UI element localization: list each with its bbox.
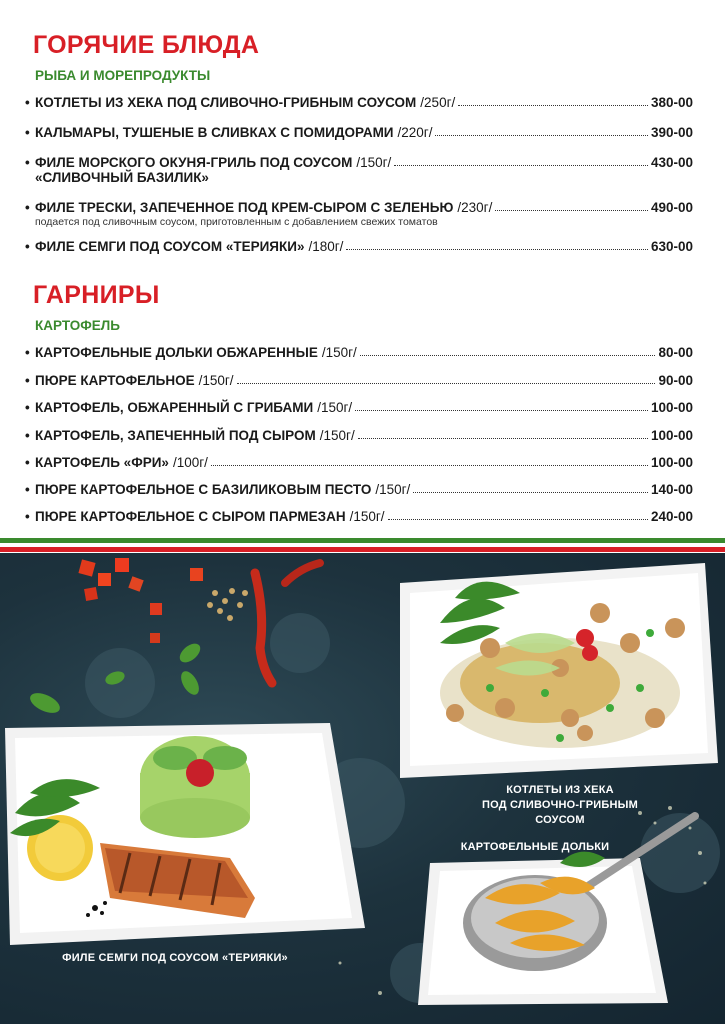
item-price: 430-00 [650,155,693,170]
item-name: ФИЛЕ МОРСКОГО ОКУНЯ-ГРИЛЬ ПОД СОУСОМ [35,155,353,170]
item-price: 380-00 [650,95,693,110]
item-weight: /150г/ [198,373,234,388]
bullet: • [25,155,30,170]
chili-pepper-2 [285,563,320,583]
item-name: ПЮРЕ КАРТОФЕЛЬНОЕ С БАЗИЛИКОВЫМ ПЕСТО [35,482,372,497]
dot-leader [211,465,648,466]
hake-cutlets-plate [400,563,718,778]
item-weight: /180г/ [308,239,344,254]
item-name: КАЛЬМАРЫ, ТУШЕНЫЕ В СЛИВКАХ С ПОМИДОРАМИ [35,125,394,140]
dot-leader [413,492,648,493]
item-name: ПЮРЕ КАРТОФЕЛЬНОЕ [35,373,195,388]
dot-leader [458,105,648,106]
bullet: • [25,200,30,215]
garnishes-category: КАРТОФЕЛЬ [35,318,120,333]
hake-cutlets-caption [460,783,660,828]
dot-leader [435,135,647,136]
bullet: • [25,400,30,415]
dot-leader [394,165,648,166]
item-price: 100-00 [650,428,693,443]
menu-item [25,455,693,470]
menu-item [25,428,693,443]
bullet: • [25,95,30,110]
salmon-caption: ФИЛЕ СЕМГИ ПОД СОУСОМ «ТЕРИЯКИ» [62,952,288,964]
menu-item [25,239,693,254]
item-price: 100-00 [650,455,693,470]
menu-item [25,373,693,388]
menu-item [25,345,693,360]
item-price: 390-00 [650,125,693,140]
item-name: КАРТОФЕЛЬ, ЗАПЕЧЕННЫЙ ПОД СЫРОМ [35,428,316,443]
bullet: • [25,509,30,524]
hot-dishes-category: РЫБА И МОРЕПРОДУКТЫ [35,68,211,83]
bullet: • [25,125,30,140]
item-price: 90-00 [658,373,693,388]
potato-wedges-caption: КАРТОФЕЛЬНЫЕ ДОЛЬКИ [460,841,610,853]
dot-leader [360,355,656,356]
garnishes-title: ГАРНИРЫ [33,281,160,309]
item-name: КОТЛЕТЫ ИЗ ХЕКА ПОД СЛИВОЧНО-ГРИБНЫМ СОУСОМ [35,95,417,110]
food-photo [0,553,725,1024]
item-weight: /100г/ [172,455,208,470]
item-name: КАРТОФЕЛЬ, ОБЖАРЕННЫЙ С ГРИБАМИ [35,400,314,415]
hake-caption-line1: КОТЛЕТЫ ИЗ ХЕКА [506,784,614,796]
item-name: ФИЛЕ ТРЕСКИ, ЗАПЕЧЕННОЕ ПОД КРЕМ-СЫРОМ С ЗЕЛЕНЬЮ [35,200,454,215]
item-weight: /150г/ [317,400,353,415]
menu-item [25,509,693,524]
item-weight: /150г/ [321,345,357,360]
menu-item [25,95,693,110]
item-weight: /220г/ [397,125,433,140]
bullet: • [25,482,30,497]
tomato-cubes [78,558,203,643]
dot-leader [388,519,648,520]
item-name: КАРТОФЕЛЬНЫЕ ДОЛЬКИ ОБЖАРЕННЫЕ [35,345,318,360]
item-price: 240-00 [650,509,693,524]
hot-dishes-title: ГОРЯЧИЕ БЛЮДА [33,31,260,59]
item-note: подается под сливочным соусом, приготовленным с добавлением свежих томатов [35,216,438,228]
item-weight: /250г/ [420,95,456,110]
menu-item [25,155,693,185]
item-weight: /150г/ [375,482,411,497]
bullet: • [25,373,30,388]
bullet: • [25,455,30,470]
seeds [207,588,248,621]
bullet: • [25,428,30,443]
item-price: 630-00 [650,239,693,254]
dot-leader [237,383,656,384]
bullet: • [25,239,30,254]
item-price: 490-00 [650,200,693,215]
item-name: ФИЛЕ СЕМГИ ПОД СОУСОМ «ТЕРИЯКИ» [35,239,305,254]
dot-leader [346,249,648,250]
salmon-plate [5,723,365,945]
menu-item [25,400,693,415]
item-name: КАРТОФЕЛЬ «ФРИ» [35,455,169,470]
bullet: • [25,345,30,360]
item-weight: /230г/ [457,200,493,215]
chili-pepper [255,573,272,683]
item-weight: /150г/ [349,509,385,524]
hake-caption-line2: ПОД СЛИВОЧНО-ГРИБНЫМ СОУСОМ [482,799,638,826]
menu-item [25,482,693,497]
item-name: ПЮРЕ КАРТОФЕЛЬНОЕ С СЫРОМ ПАРМЕЗАН [35,509,346,524]
item-weight: /150г/ [319,428,355,443]
menu-item [25,125,693,140]
item-weight: /150г/ [356,155,392,170]
menu-item [25,200,693,228]
dot-leader [355,410,648,411]
dot-leader [495,210,648,211]
flag-stripe-red [0,547,725,552]
item-price: 140-00 [650,482,693,497]
item-price: 100-00 [650,400,693,415]
item-name-continued: «СЛИВОЧНЫЙ БАЗИЛИК» [35,170,209,185]
item-price: 80-00 [658,345,693,360]
dot-leader [358,438,648,439]
